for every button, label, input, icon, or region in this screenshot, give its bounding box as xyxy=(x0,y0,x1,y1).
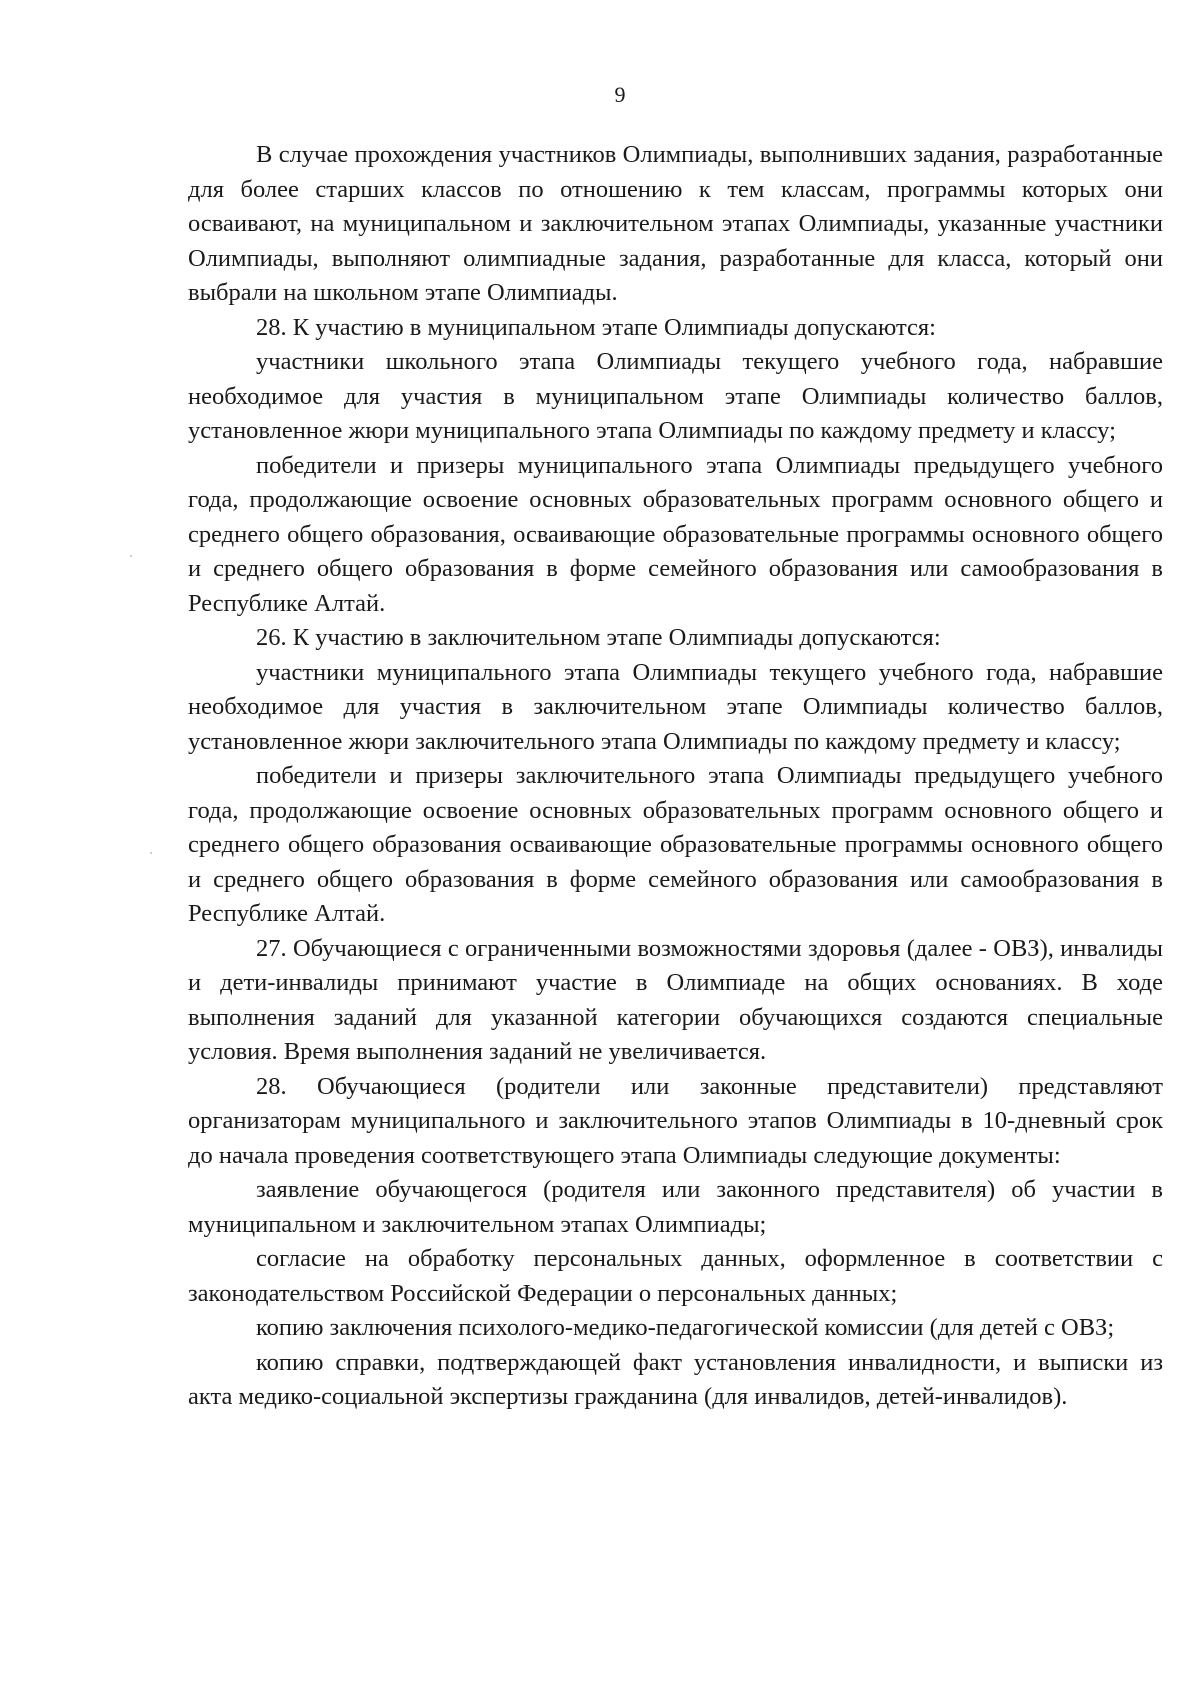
paragraph-6: участники муниципального этапа Олимпиады текущего учебного года, набравшие необходимое для участия в заключительном этапе Олимпиады количество баллов, установленное жюри заключительного этапа Олимпиады по каждому предмету и классу; xyxy=(188,658,1163,755)
paragraph-4: победители и призеры муниципального этапа Олимпиады предыдущего учебного года, продолжающие освоение основных образовательных программ основного общего и среднего общего образования, осваивающие образовательные программы основного общего и среднего общего образования в форме семейного образования или самообразования в Республике Алтай. xyxy=(188,451,1163,617)
paragraph-5: 26. К участию в заключительном этапе Олимпиады допускаются: xyxy=(256,624,941,651)
paragraph-9: 28. Обучающиеся (родители или законные представители) представляют организаторам муниципального и заключительного этапов Олимпиады в 10-дневный срок до начала проведения соответствующего этапа Олимпиады следующие документы: xyxy=(188,1072,1163,1169)
paragraph-10: заявление обучающегося (родителя или законного представителя) об участии в муниципальном и заключительном этапах Олимпиады; xyxy=(188,1176,1163,1238)
scan-speck xyxy=(130,555,132,557)
paragraph-8: 27. Обучающиеся с ограниченными возможностями здоровья (далее - ОВЗ), инвалиды и дети-инвалиды принимают участие в Олимпиаде на общих основаниях. В ходе выполнения заданий для указанной категории обучающихся создаются специальные условия. Время выполнения заданий не увеличивается. xyxy=(188,934,1163,1065)
paragraph-12: копию заключения психолого-медико-педагогической комиссии (для детей с ОВЗ; xyxy=(256,1314,1115,1341)
paragraph-13: копию справки, подтверждающей факт установления инвалидности, и выписки из акта медико-социальной экспертизы гражданина (для инвалидов, детей-инвалидов). xyxy=(188,1348,1163,1410)
document-body xyxy=(188,138,1163,1415)
page-number: 9 xyxy=(614,82,626,107)
paragraph-2: 28. К участию в муниципальном этапе Олимпиады допускаются: xyxy=(256,313,936,341)
paragraph-1: В случае прохождения участников Олимпиады, выполнивших задания, разработанные для более старших классов по отношению к тем классам, программы которых они осваивают, на муниципальном и заключительном этапах Олимпиады, указанные участники Олимпиады, выполняют олимпиадные задания, разработанные для класса, который они выбрали на школьном этапе Олимпиады. xyxy=(188,141,1163,306)
paragraph-7: победители и призеры заключительного этапа Олимпиады предыдущего учебного года, продолжающие освоение основных образовательных программ основного общего и среднего общего образования осваивающие образовательные программы основного общего и среднего общего образования в форме семейного образования или самообразования в Республике Алтай. xyxy=(188,762,1163,927)
paragraph-3: участники школьного этапа Олимпиады текущего учебного года, набравшие необходимое для участия в муниципальном этапе Олимпиады количество баллов, установленное жюри муниципального этапа Олимпиады по каждому предмету и классу; xyxy=(188,348,1163,444)
paragraph-11: согласие на обработку персональных данных, оформленное в соответствии с законодательством Российской Федерации о персональных данных; xyxy=(188,1245,1163,1307)
scan-speck xyxy=(150,852,152,854)
